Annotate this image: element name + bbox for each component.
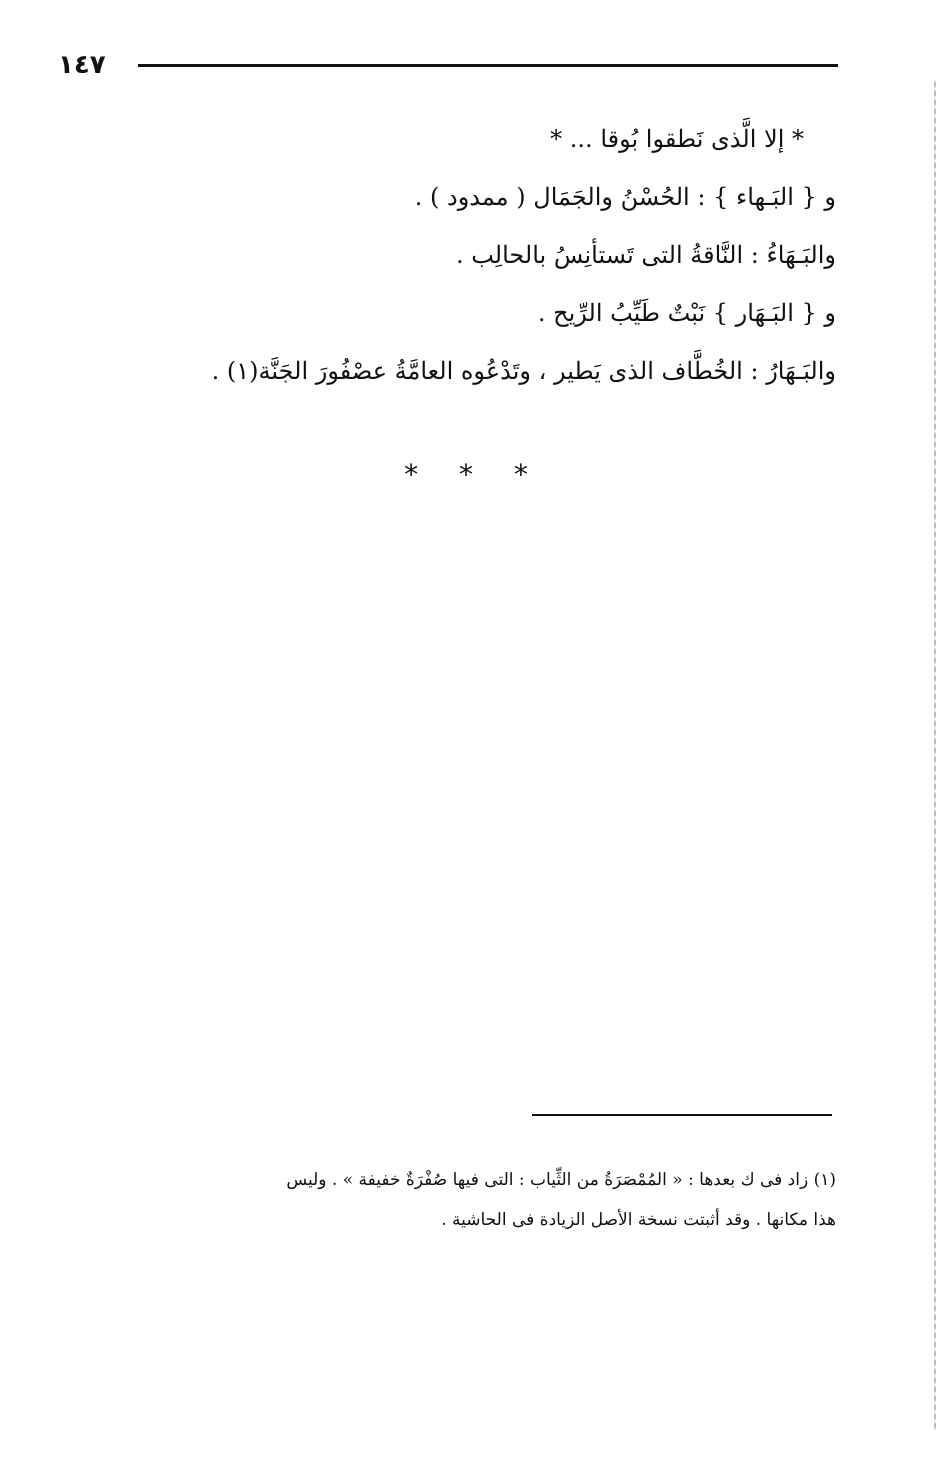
section-separator: * * *	[404, 458, 544, 491]
footnote	[46, 1160, 836, 1240]
entry-line: و { البَـهَار } نَبْتٌ طَيِّبُ الرِّيح .	[537, 299, 836, 327]
body-text	[96, 110, 836, 400]
verse-line: * إلا الَّذى نَطقوا بُوقا ... *	[550, 125, 804, 153]
entry-line: و { البَـهاء } : الحُسْنُ والجَمَال ( ممدود ) .	[414, 183, 836, 211]
entry-line: والبَـهَاءُ : النَّاقةُ التى تَستأنِسُ بالحالِب .	[455, 241, 836, 269]
header-rule	[138, 64, 838, 67]
entry-line: والبَـهَارُ : الخُطَّاف الذى يَطير ، وتَدْعُوه العامَّةُ عصْفُورَ الجَنَّة(١) .	[211, 357, 836, 385]
scan-edge-dots	[934, 80, 936, 1430]
footnote-line: (١) زاد فى ك بعدها : « المُمْصَرَةُ من الثِّياب : التى فيها صُفْرَةٌ خفيفة » . وليس	[286, 1170, 836, 1190]
footnote-rule	[532, 1114, 832, 1116]
footnote-line: هذا مكانها . وقد أثبتت نسخة الأصل الزيادة فى الحاشية .	[441, 1210, 836, 1230]
page-number: ١٤٧	[58, 50, 106, 80]
